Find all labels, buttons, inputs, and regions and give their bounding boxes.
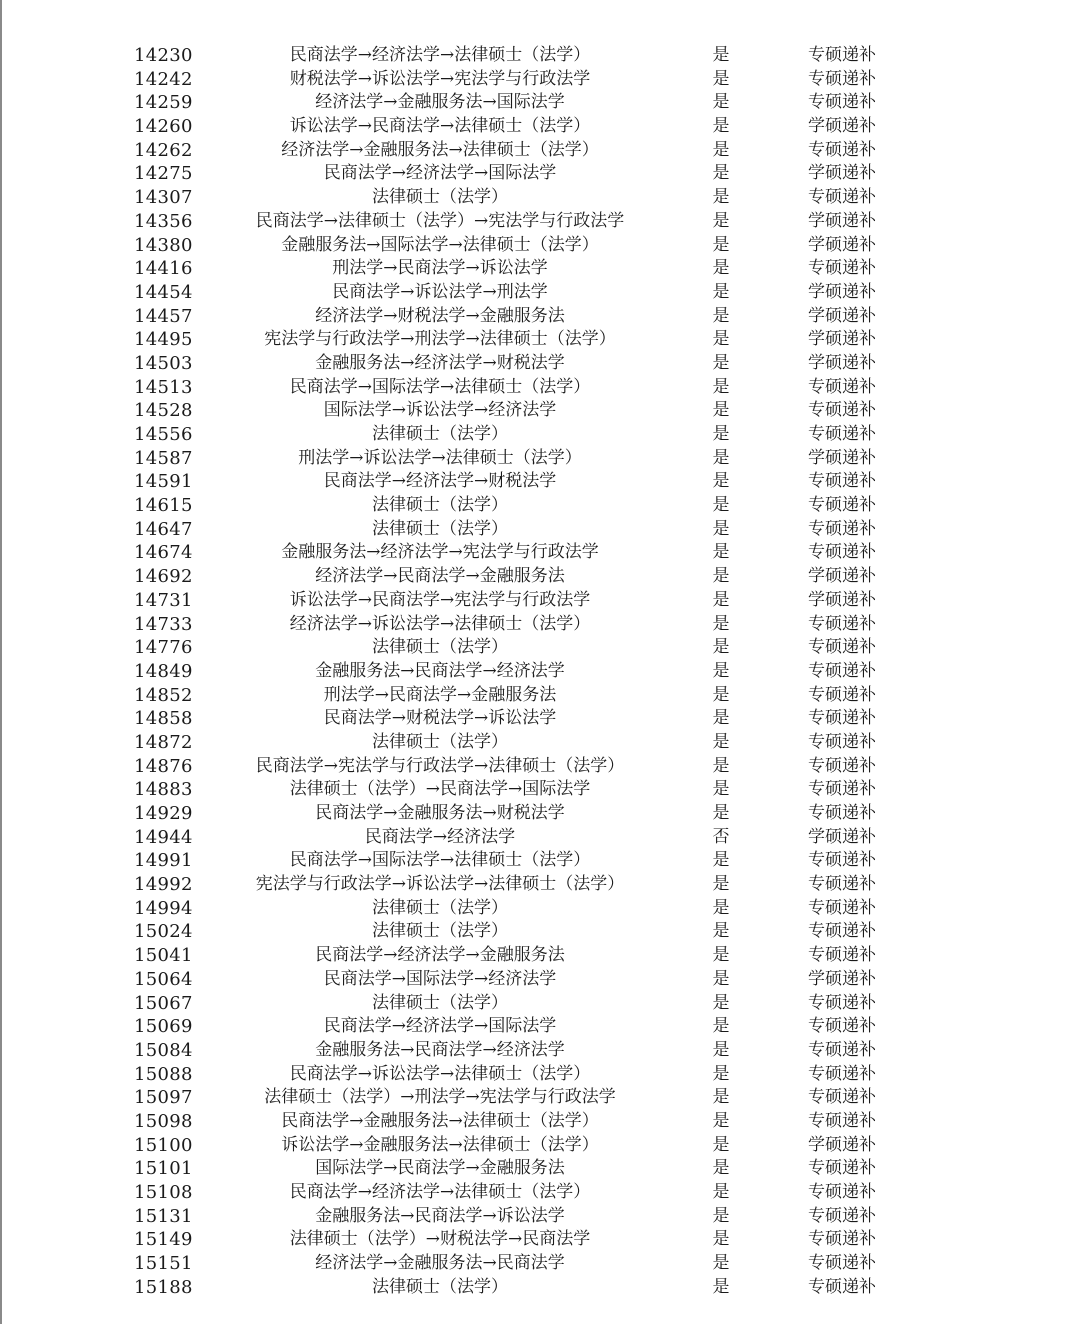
table-row [0,660,1080,684]
admission-type-cell: 专硕递补 [808,1016,876,1037]
admission-type-cell: 专硕递补 [808,1276,876,1297]
major-preference-cell: 国际法学→民商法学→金融服务法 [315,1158,565,1179]
admission-type-cell: 专硕递补 [808,897,876,918]
adjustment-flag-cell: 是 [712,424,730,444]
table-row [0,1276,1080,1300]
major-preference-cell: 国际法学→诉讼法学→经济法学 [323,400,557,421]
major-preference-cell: 法律硕士（法学） [372,637,508,658]
table-row [0,684,1080,708]
admission-type-cell: 学硕递补 [808,163,876,184]
table-row [0,920,1080,944]
candidate-number-cell: 14262 [134,139,193,161]
major-preference-cell: 民商法学→法律硕士（法学）→宪法学与行政法学 [255,210,625,231]
candidate-number-cell: 15100 [134,1134,193,1156]
major-preference-cell: 金融服务法→民商法学→诉讼法学 [315,1205,565,1226]
candidate-number-cell: 15108 [134,1182,193,1203]
table-row [0,1134,1080,1158]
admission-type-cell: 专硕递补 [808,542,876,563]
candidate-number-cell: 15041 [134,945,193,967]
major-preference-cell: 经济法学→民商法学→金融服务法 [315,566,565,587]
adjustment-flag-cell: 是 [712,589,730,610]
major-preference-cell: 法律硕士（法学） [372,992,508,1013]
candidate-number-cell: 15098 [134,1110,193,1132]
admission-type-cell: 学硕递补 [808,566,876,587]
adjustment-flag-cell: 是 [712,163,730,184]
candidate-number-cell: 15151 [134,1253,193,1275]
admission-type-cell: 专硕递补 [808,471,876,492]
major-preference-cell: 刑法学→诉讼法学→法律硕士（法学） [298,447,582,468]
major-preference-cell: 金融服务法→经济法学→宪法学与行政法学 [281,542,599,563]
candidate-number-cell: 14242 [134,68,193,90]
adjustment-flag-cell: 是 [712,992,730,1013]
table-row [0,731,1080,755]
table-row [0,423,1080,447]
adjustment-flag-cell: 是 [712,305,730,326]
major-preference-cell: 诉讼法学→金融服务法→法律硕士（法学） [281,1134,599,1155]
adjustment-flag-cell: 是 [712,921,730,942]
candidate-number-cell: 14872 [134,731,193,753]
major-preference-cell: 法律硕士（法学） [372,897,508,918]
admission-type-cell: 学硕递补 [808,826,876,847]
major-preference-cell: 诉讼法学→民商法学→法律硕士（法学） [289,116,591,137]
table-row [0,897,1080,921]
major-preference-cell: 宪法学与行政法学→刑法学→法律硕士（法学） [264,329,616,350]
major-preference-cell: 民商法学→国际法学→法律硕士（法学） [289,850,591,871]
adjustment-flag-cell: 是 [712,1205,730,1226]
table-row [0,91,1080,115]
adjustment-flag-cell: 是 [712,92,730,113]
major-preference-cell: 民商法学→金融服务法→法律硕士（法学） [281,1110,599,1131]
adjustment-flag-cell: 是 [712,755,730,776]
table-row [0,707,1080,731]
adjustment-flag-cell: 是 [712,660,730,681]
adjustment-flag-cell: 是 [712,495,730,516]
adjustment-flag-cell: 是 [712,139,730,160]
adjustment-flag-cell: 是 [712,613,730,634]
table-row [0,186,1080,210]
adjustment-flag-cell: 是 [712,1253,730,1274]
adjustment-flag-cell: 是 [712,874,730,895]
table-row [0,755,1080,779]
candidate-number-cell: 15067 [134,992,193,1014]
table-row [0,1157,1080,1181]
adjustment-flag-cell: 是 [712,968,730,989]
candidate-number-cell: 14556 [134,424,193,445]
major-preference-cell: 经济法学→金融服务法→法律硕士（法学） [281,139,599,160]
adjustment-flag-cell: 是 [712,1158,730,1179]
candidate-number-cell: 14692 [134,566,193,588]
candidate-number-cell: 14731 [134,589,193,611]
table-row [0,944,1080,968]
candidate-number-cell: 14776 [134,637,193,659]
admission-type-cell: 专硕递补 [808,945,876,966]
adjustment-flag-cell: 是 [712,731,730,752]
candidate-number-cell: 14503 [134,352,193,374]
admission-type-cell: 专硕递补 [808,779,876,800]
adjustment-flag-cell: 是 [712,897,730,918]
major-preference-cell: 财税法学→诉讼法学→宪法学与行政法学 [289,68,591,89]
major-preference-cell: 民商法学→金融服务法→财税法学 [315,803,565,823]
adjustment-flag-cell: 是 [712,708,730,729]
candidate-number-cell: 14260 [134,116,193,138]
candidate-number-cell: 15131 [134,1205,193,1227]
major-preference-cell: 民商法学→宪法学与行政法学→法律硕士（法学） [255,755,625,776]
candidate-number-cell: 15188 [134,1276,193,1298]
major-preference-cell: 法律硕士（法学） [372,424,508,444]
admission-type-cell: 专硕递补 [808,921,876,942]
admission-type-cell: 学硕递补 [808,968,876,989]
adjustment-flag-cell: 是 [712,187,730,208]
candidate-number-cell: 15024 [134,921,193,943]
table-row [0,826,1080,850]
admission-type-cell: 学硕递补 [808,352,876,373]
adjustment-flag-cell: 是 [712,518,730,539]
major-preference-cell: 民商法学→国际法学→经济法学 [323,968,557,989]
admission-type-cell: 专硕递补 [808,258,876,279]
major-preference-cell: 金融服务法→民商法学→经济法学 [315,660,565,681]
table-row [0,1181,1080,1205]
table-row [0,1252,1080,1276]
major-preference-cell: 法律硕士（法学） [372,495,508,516]
candidate-number-cell: 14457 [134,305,193,327]
admission-type-cell: 学硕递补 [808,589,876,610]
adjustment-flag-cell: 是 [712,803,730,823]
admission-type-cell: 专硕递补 [808,376,876,397]
candidate-number-cell: 14615 [134,495,193,517]
table-row [0,589,1080,613]
candidate-number-cell: 15149 [134,1229,193,1251]
admission-type-cell: 专硕递补 [808,1087,876,1108]
admission-type-cell: 专硕递补 [808,68,876,89]
adjustment-flag-cell: 是 [712,281,730,302]
adjustment-flag-cell: 是 [712,210,730,231]
admission-type-cell: 专硕递补 [808,731,876,752]
table-row [0,849,1080,873]
table-row [0,494,1080,518]
major-preference-cell: 法律硕士（法学） [372,187,508,208]
candidate-number-cell: 14876 [134,755,193,777]
table-row [0,968,1080,992]
major-preference-cell: 法律硕士（法学）→财税法学→民商法学 [289,1229,591,1250]
table-row [0,139,1080,163]
table-row [0,1205,1080,1229]
candidate-number-cell: 14991 [134,850,193,872]
major-preference-cell: 法律硕士（法学）→刑法学→宪法学与行政法学 [264,1087,616,1108]
major-preference-cell: 法律硕士（法学） [372,1276,508,1297]
adjustment-flag-cell: 是 [712,1229,730,1250]
candidate-number-cell: 15084 [134,1039,193,1061]
candidate-number-cell: 14528 [134,400,193,422]
admission-type-cell: 专硕递补 [808,1158,876,1179]
candidate-number-cell: 14849 [134,660,193,682]
admission-type-cell: 学硕递补 [808,305,876,326]
candidate-number-cell: 14944 [134,826,193,848]
candidate-number-cell: 14992 [134,874,193,896]
major-preference-cell: 法律硕士（法学） [372,518,508,539]
table-row [0,470,1080,494]
candidate-number-cell: 14647 [134,518,193,540]
admission-type-cell: 学硕递补 [808,1134,876,1155]
table-row [0,352,1080,376]
adjustment-flag-cell: 是 [712,1063,730,1084]
candidate-number-cell: 14929 [134,803,193,824]
candidate-number-cell: 14858 [134,708,193,730]
admission-type-cell: 专硕递补 [808,1205,876,1226]
table-row [0,636,1080,660]
adjustment-flag-cell: 是 [712,1016,730,1037]
admission-type-cell: 专硕递补 [808,92,876,113]
candidate-number-cell: 14674 [134,542,193,564]
candidate-number-cell: 14591 [134,471,193,493]
admission-type-cell: 学硕递补 [808,329,876,350]
candidate-number-cell: 14495 [134,329,193,351]
admission-type-cell: 专硕递补 [808,1063,876,1084]
candidate-number-cell: 14852 [134,684,193,706]
adjustment-flag-cell: 是 [712,447,730,468]
admission-type-cell: 专硕递补 [808,613,876,634]
candidate-number-cell: 15101 [134,1158,193,1180]
table-row [0,1015,1080,1039]
adjustment-flag-cell: 是 [712,779,730,800]
major-preference-cell: 民商法学→国际法学→法律硕士（法学） [289,376,591,397]
table-row [0,399,1080,423]
admission-type-cell: 专硕递补 [808,187,876,208]
candidate-number-cell: 15064 [134,968,193,990]
candidate-number-cell: 15069 [134,1016,193,1038]
admission-type-cell: 专硕递补 [808,424,876,444]
major-preference-cell: 民商法学→经济法学→法律硕士（法学） [289,45,591,65]
adjustment-flag-cell: 是 [712,116,730,137]
admission-type-cell: 专硕递补 [808,708,876,729]
major-preference-cell: 诉讼法学→民商法学→宪法学与行政法学 [289,589,591,610]
adjustment-flag-cell: 是 [712,1110,730,1131]
adjustment-flag-cell: 是 [712,850,730,871]
adjustment-flag-cell: 否 [712,826,730,847]
admission-type-cell: 专硕递补 [808,637,876,658]
table-row [0,1063,1080,1087]
admission-type-cell: 专硕递补 [808,1253,876,1274]
candidate-number-cell: 14454 [134,281,193,303]
major-preference-cell: 民商法学→经济法学→法律硕士（法学） [289,1182,591,1202]
major-preference-cell: 法律硕士（法学） [372,731,508,752]
candidate-number-cell: 14230 [134,45,193,66]
table-row [0,1110,1080,1134]
candidate-number-cell: 14259 [134,92,193,114]
admission-type-cell: 学硕递补 [808,447,876,468]
candidate-number-cell: 14380 [134,234,193,256]
table-row [0,1228,1080,1252]
adjustment-flag-cell: 是 [712,1276,730,1297]
admission-type-cell: 专硕递补 [808,803,876,823]
candidate-number-cell: 14883 [134,779,193,801]
table-row [0,162,1080,186]
table-row [0,376,1080,400]
table-row [0,613,1080,637]
adjustment-flag-cell: 是 [712,400,730,421]
table-row [0,802,1080,826]
admission-type-cell: 专硕递补 [808,518,876,539]
adjustment-flag-cell: 是 [712,352,730,373]
table-row [0,234,1080,258]
admission-type-cell: 专硕递补 [808,660,876,681]
major-preference-cell: 法律硕士（法学）→民商法学→国际法学 [289,779,591,800]
table-row [0,518,1080,542]
major-preference-cell: 民商法学→经济法学→财税法学 [323,471,557,492]
major-preference-cell: 刑法学→民商法学→金融服务法 [323,684,557,705]
adjustment-flag-cell: 是 [712,1182,730,1202]
table-row [0,328,1080,352]
adjustment-flag-cell: 是 [712,637,730,658]
table-row [0,1086,1080,1110]
major-preference-cell: 民商法学→诉讼法学→法律硕士（法学） [289,1063,591,1084]
candidate-number-cell: 14994 [134,897,193,919]
candidate-number-cell: 14587 [134,447,193,469]
candidate-number-cell: 15097 [134,1087,193,1109]
adjustment-flag-cell: 是 [712,329,730,350]
major-preference-cell: 经济法学→金融服务法→国际法学 [315,92,565,113]
major-preference-cell: 经济法学→金融服务法→民商法学 [315,1253,565,1274]
table-row [0,447,1080,471]
candidate-number-cell: 14416 [134,258,193,280]
candidate-number-cell: 14513 [134,376,193,398]
table-row [0,992,1080,1016]
table-row [0,305,1080,329]
major-preference-cell: 民商法学→诉讼法学→刑法学 [332,281,548,302]
admission-type-cell: 专硕递补 [808,1182,876,1202]
major-preference-cell: 民商法学→财税法学→诉讼法学 [323,708,557,729]
candidate-number-cell: 15088 [134,1063,193,1085]
adjustment-flag-cell: 是 [712,566,730,587]
adjustment-flag-cell: 是 [712,234,730,255]
admission-type-cell: 专硕递补 [808,684,876,705]
table-row [0,210,1080,234]
adjustment-flag-cell: 是 [712,684,730,705]
major-preference-cell: 经济法学→诉讼法学→法律硕士（法学） [289,613,591,634]
major-preference-cell: 宪法学与行政法学→诉讼法学→法律硕士（法学） [255,874,625,895]
admission-type-cell: 学硕递补 [808,116,876,137]
major-preference-cell: 法律硕士（法学） [372,921,508,942]
admission-type-cell: 专硕递补 [808,850,876,871]
adjustment-flag-cell: 是 [712,542,730,563]
major-preference-cell: 民商法学→经济法学→国际法学 [323,163,557,184]
adjustment-flag-cell: 是 [712,1134,730,1155]
table-row [0,281,1080,305]
admission-type-cell: 专硕递补 [808,1039,876,1060]
major-preference-cell: 经济法学→财税法学→金融服务法 [315,305,565,326]
admission-type-cell: 专硕递补 [808,1229,876,1250]
candidate-number-cell: 14733 [134,613,193,635]
major-preference-cell: 民商法学→经济法学 [364,826,516,847]
admission-type-cell: 专硕递补 [808,45,876,65]
adjustment-flag-cell: 是 [712,68,730,89]
admission-type-cell: 专硕递补 [808,755,876,776]
candidate-number-cell: 14356 [134,210,193,232]
major-preference-cell: 民商法学→经济法学→国际法学 [323,1016,557,1037]
major-preference-cell: 金融服务法→国际法学→法律硕士（法学） [281,234,599,255]
major-preference-cell: 金融服务法→民商法学→经济法学 [315,1039,565,1060]
table-row [0,68,1080,92]
major-preference-cell: 刑法学→民商法学→诉讼法学 [332,258,548,279]
table-row [0,541,1080,565]
table-row [0,257,1080,281]
admission-type-cell: 专硕递补 [808,874,876,895]
candidate-number-cell: 14307 [134,187,193,209]
admission-type-cell: 学硕递补 [808,210,876,231]
table-row [0,778,1080,802]
admission-type-cell: 专硕递补 [808,139,876,160]
major-preference-cell: 金融服务法→经济法学→财税法学 [315,352,565,373]
admission-type-cell: 专硕递补 [808,1110,876,1131]
adjustment-flag-cell: 是 [712,471,730,492]
adjustment-flag-cell: 是 [712,945,730,966]
admission-type-cell: 专硕递补 [808,495,876,516]
admission-type-cell: 专硕递补 [808,400,876,421]
candidate-number-cell: 14275 [134,163,193,185]
admission-type-cell: 学硕递补 [808,234,876,255]
table-row [0,115,1080,139]
table-row [0,1039,1080,1063]
admission-list-table [0,44,1080,1299]
adjustment-flag-cell: 是 [712,258,730,279]
adjustment-flag-cell: 是 [712,376,730,397]
table-row [0,565,1080,589]
adjustment-flag-cell: 是 [712,1087,730,1108]
admission-type-cell: 学硕递补 [808,281,876,302]
adjustment-flag-cell: 是 [712,45,730,65]
admission-type-cell: 专硕递补 [808,992,876,1013]
adjustment-flag-cell: 是 [712,1039,730,1060]
table-row [0,44,1080,68]
major-preference-cell: 民商法学→经济法学→金融服务法 [315,945,565,966]
table-row [0,873,1080,897]
